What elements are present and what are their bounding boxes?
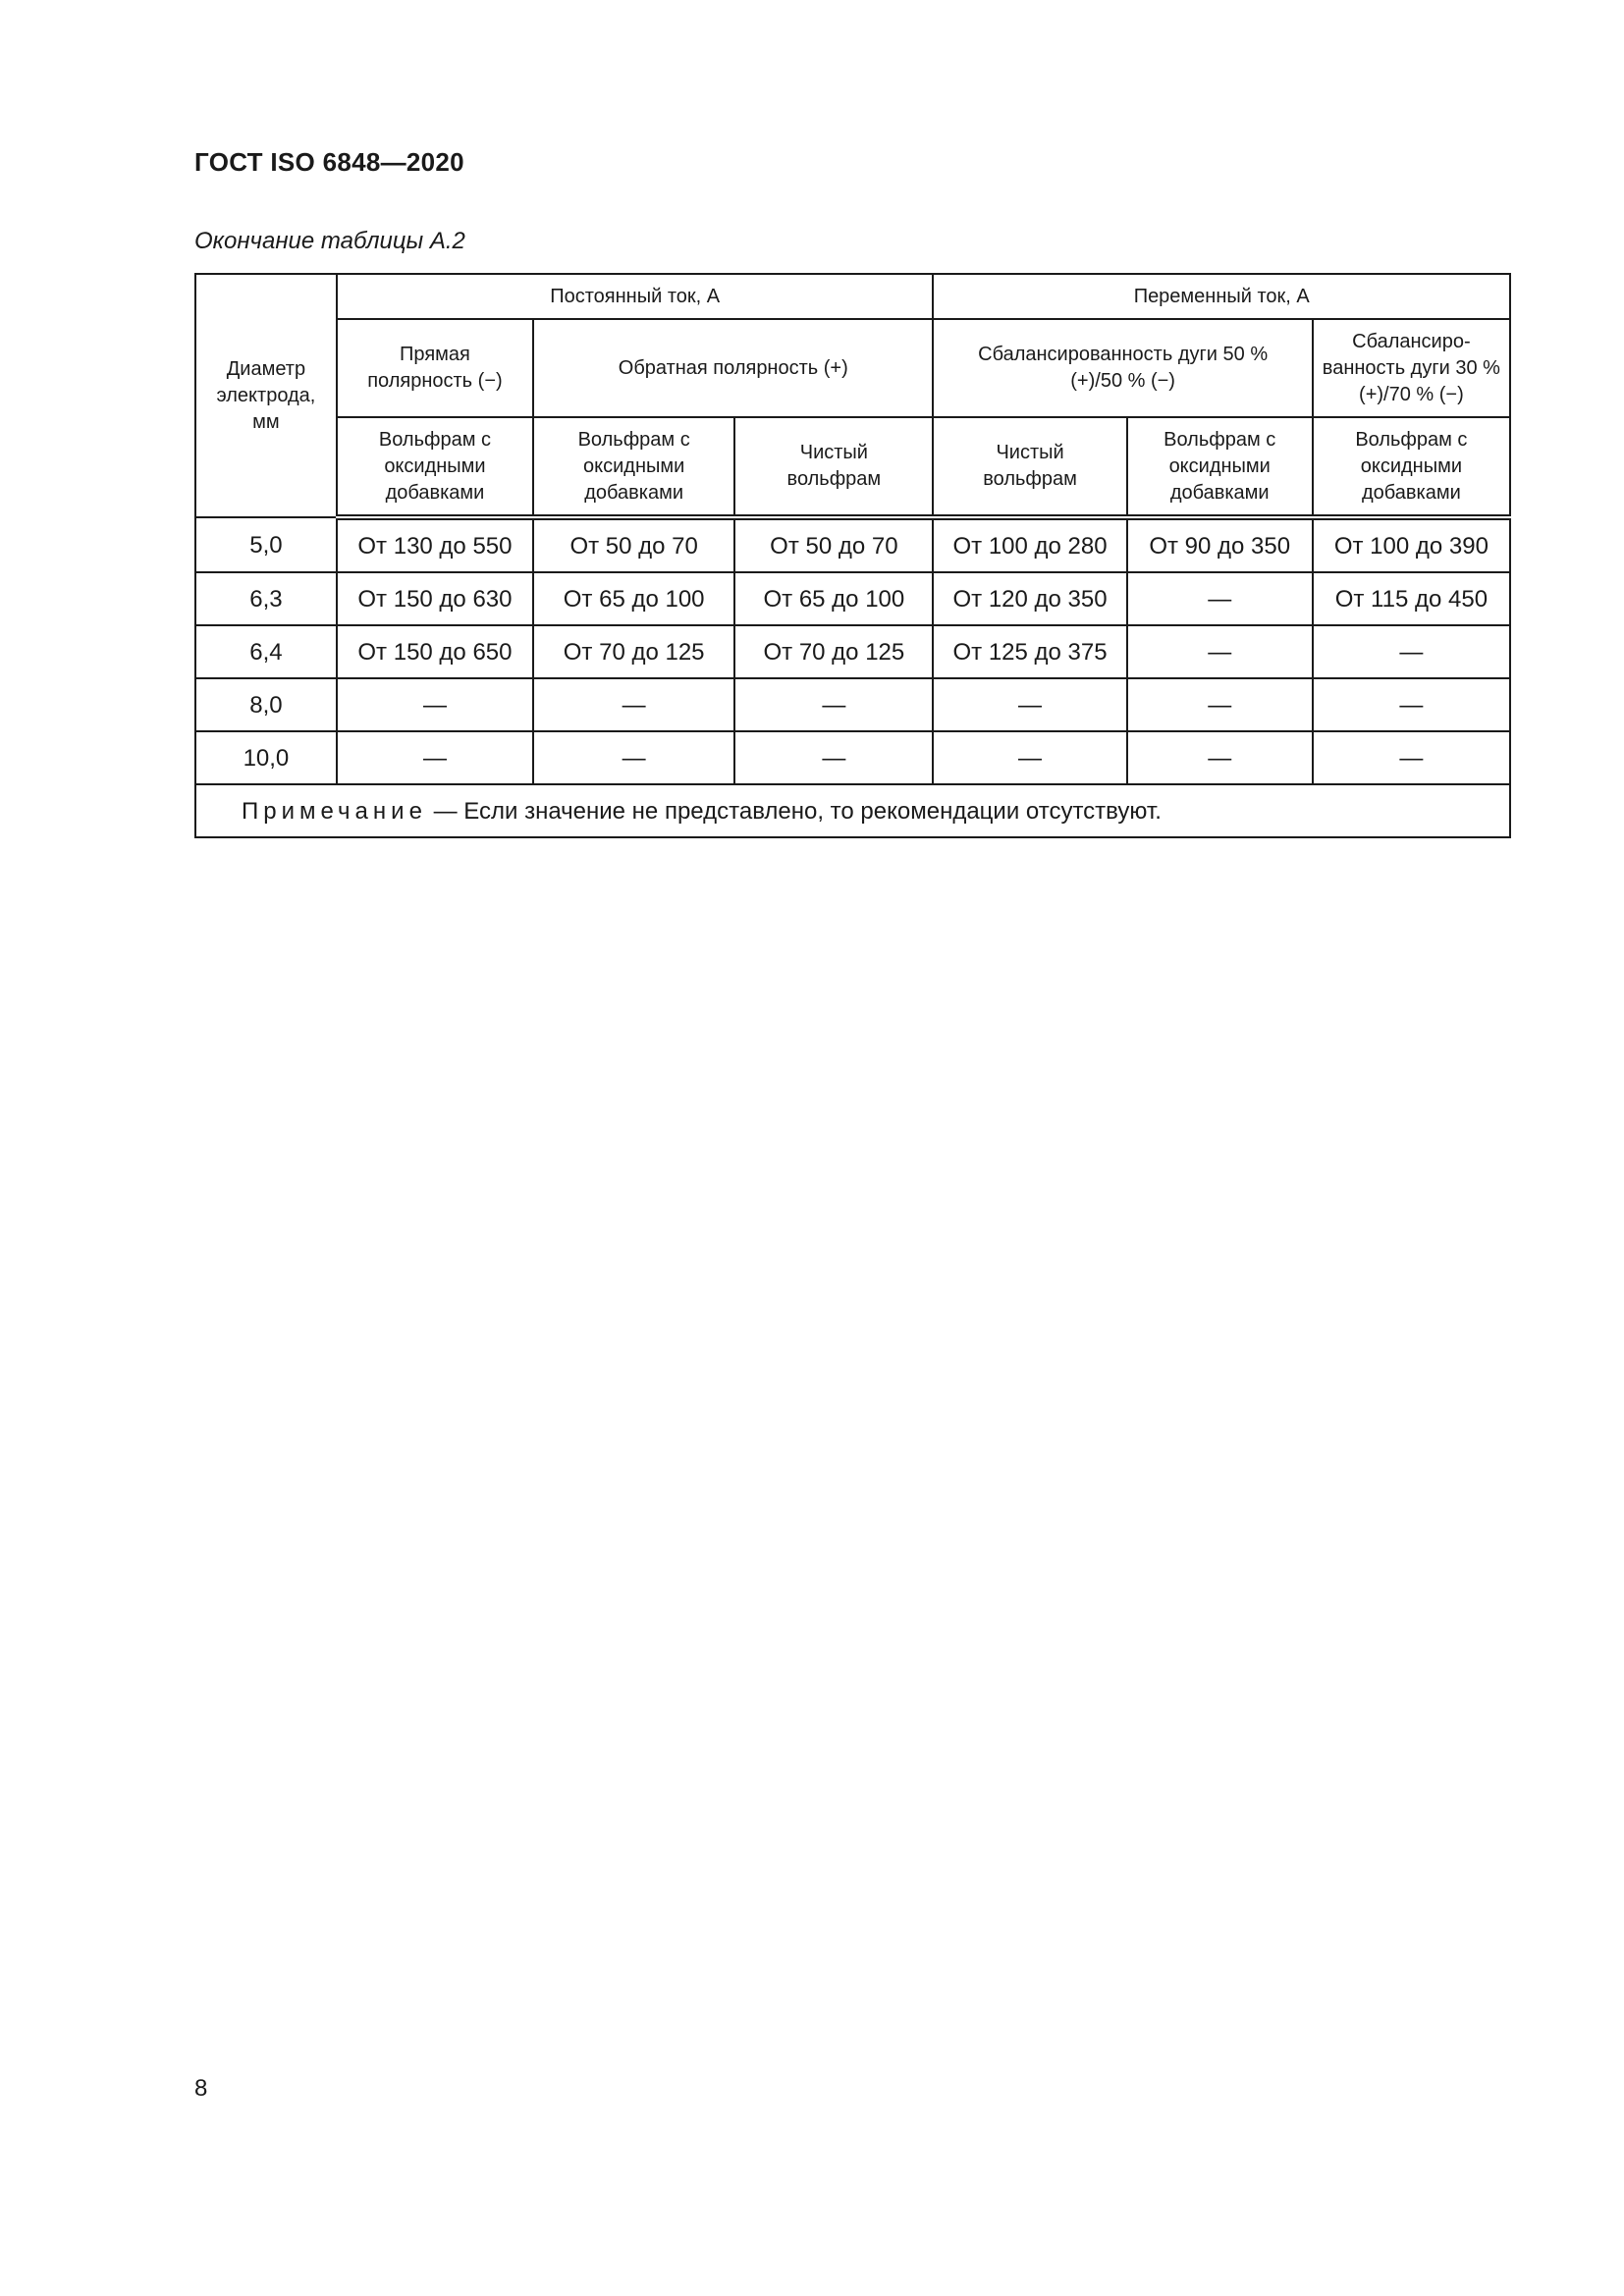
table-cell: — — [1127, 678, 1313, 731]
header-row-polarity — [195, 319, 1510, 417]
header-straight-polarity: Прямая полярность (−) — [337, 319, 533, 417]
note-text: — Если значение не представлено, то рекомендации отсутствуют. — [426, 797, 1162, 825]
table-cell: От 50 до 70 — [734, 517, 933, 572]
table-cell: — — [1313, 731, 1510, 784]
current-recommendations-table — [194, 273, 1511, 838]
table-cell: — — [734, 731, 933, 784]
header-electrode-type: Вольфрам с оксидными добавками — [533, 417, 734, 517]
table-cell: — — [933, 678, 1126, 731]
table-cell: От 70 до 125 — [734, 625, 933, 678]
note-label: Примечание — [242, 797, 427, 825]
table-row — [195, 678, 1510, 731]
cell-diameter: 5,0 — [195, 517, 337, 572]
table-cell: От 50 до 70 — [533, 517, 734, 572]
table-row — [195, 572, 1510, 625]
table-cell: — — [1127, 731, 1313, 784]
header-alternating-current: Переменный ток, А — [933, 274, 1510, 319]
header-electrode-type: Вольфрам с оксидными добавками — [1313, 417, 1510, 517]
table-cell: От 115 до 450 — [1313, 572, 1510, 625]
table-cell: От 125 до 375 — [933, 625, 1126, 678]
table-cell: — — [1313, 625, 1510, 678]
table-cell: От 65 до 100 — [734, 572, 933, 625]
table-cell: От 130 до 550 — [337, 517, 533, 572]
header-electrode-type: Вольфрам с оксидными добавками — [337, 417, 533, 517]
table-cell: От 100 до 280 — [933, 517, 1126, 572]
table-cell: От 65 до 100 — [533, 572, 734, 625]
table-cell: От 100 до 390 — [1313, 517, 1510, 572]
table-row — [195, 731, 1510, 784]
document-code-header: ГОСТ ISO 6848—2020 — [194, 147, 464, 177]
table-cell: — — [533, 731, 734, 784]
cell-diameter: 6,3 — [195, 572, 337, 625]
table-cell: — — [933, 731, 1126, 784]
header-electrode-type: Вольфрам с оксидными добавками — [1127, 417, 1313, 517]
table-cell: От 150 до 650 — [337, 625, 533, 678]
table-cell: — — [533, 678, 734, 731]
header-reverse-polarity: Обратная полярность (+) — [533, 319, 933, 417]
table-cell: От 70 до 125 — [533, 625, 734, 678]
header-arc-balance-50: Сбалансированность дуги 50 % (+)/50 % (−) — [933, 319, 1312, 417]
table-cell: От 120 до 350 — [933, 572, 1126, 625]
header-diameter: Диаметр электрода, мм — [195, 274, 337, 517]
table-cell: — — [734, 678, 933, 731]
cell-diameter: 6,4 — [195, 625, 337, 678]
table-row — [195, 625, 1510, 678]
header-row-electrode-type — [195, 417, 1510, 517]
table-cell: От 90 до 350 — [1127, 517, 1313, 572]
table-cell: — — [1127, 572, 1313, 625]
table-note-row — [195, 784, 1510, 837]
header-electrode-type: Чистый вольфрам — [734, 417, 933, 517]
table-cell: — — [337, 731, 533, 784]
table-cell: — — [337, 678, 533, 731]
table-cell: — — [1313, 678, 1510, 731]
header-direct-current: Постоянный ток, А — [337, 274, 934, 319]
header-arc-balance-30: Сбалансиро-ванность дуги 30 % (+)/70 % (−) — [1313, 319, 1510, 417]
cell-diameter: 8,0 — [195, 678, 337, 731]
table-cell: От 150 до 630 — [337, 572, 533, 625]
table-row — [195, 517, 1510, 572]
header-electrode-type: Чистый вольфрам — [933, 417, 1126, 517]
table-note — [195, 784, 1510, 837]
header-row-groups — [195, 274, 1510, 319]
table-caption: Окончание таблицы А.2 — [194, 228, 465, 254]
table-cell: — — [1127, 625, 1313, 678]
page-number: 8 — [194, 2075, 208, 2102]
cell-diameter: 10,0 — [195, 731, 337, 784]
